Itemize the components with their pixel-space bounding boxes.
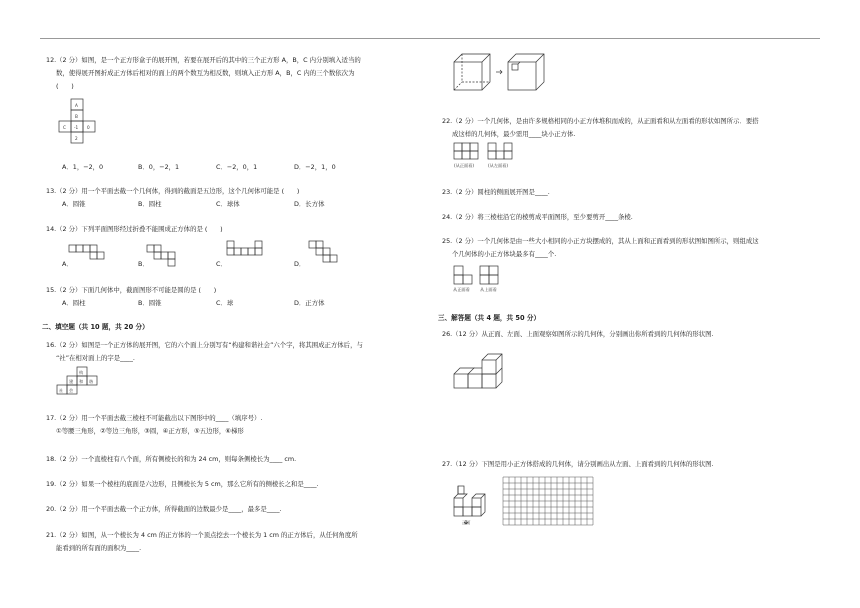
question-19: 19.（2 分）如果一个棱柱的底面是六边形，且侧棱长为 5 cm，那么它所有的侧棱长之和是____. — [46, 480, 319, 488]
q13-option-c[interactable]: C．球体 — [216, 200, 240, 208]
q12-cube-net — [58, 98, 98, 154]
question-20: 20.（2 分）用一个平面去截一个正方体，所得截面的边数最少是____，最多是____. — [46, 505, 282, 513]
q25-caption-front: 从正面看 — [453, 287, 470, 292]
q16-line2: “社”在相对面上的字是____. — [56, 354, 135, 362]
q25-line1: 25.（2 分）一个几何体是由一些大小相同的小正方块摆成的，其从上面和正面看到的形状图如图所示，则组成这 — [442, 237, 759, 245]
q21-line2: 能看到的所有面的面积为____. — [56, 544, 142, 552]
q22-caption-left: (从左面看) — [488, 163, 509, 168]
q14-option-d[interactable]: D． — [294, 260, 306, 268]
net-char: 建 — [69, 379, 74, 384]
q13-text: 13.（2 分）用一个平面去截一个几何体，得到的截面是五边形，这个几何体可能是 ( ) — [46, 187, 300, 195]
q25-line2: 个几何体的小正方体块最多有____个. — [452, 250, 557, 258]
q15-option-b[interactable]: B．圆锥 — [138, 299, 162, 307]
q12-option-a[interactable]: A．1，−2，0 — [62, 163, 104, 171]
q15-option-d[interactable]: D．正方体 — [294, 299, 325, 307]
header-rule — [40, 38, 820, 39]
q22-line2: 成这样的几何体，最少需用____块小正方体. — [452, 130, 576, 138]
q27-text: 27.（12 分）下图是用小正方体搭成的几何体，请分别画出从左面、上面看到的几何体的形状图. — [442, 460, 714, 468]
q14-option-a[interactable]: A． — [62, 260, 73, 268]
q14-option-b[interactable]: B． — [138, 260, 149, 268]
question-24: 24.（2 分）将三棱柱沿它的棱剪成平面图形，至少要剪开____条棱. — [442, 213, 633, 221]
q22-view-figures — [452, 141, 524, 173]
q21-cube-figures — [452, 52, 562, 96]
q22-caption-front: (从正面看) — [454, 163, 475, 168]
q12-option-b[interactable]: B．0，−2，1 — [138, 163, 180, 171]
net-label: 0 — [87, 125, 90, 130]
section-solve-heading: 三、解答题（共 4 题，共 50 分） — [438, 314, 541, 322]
q16-cube-net — [56, 366, 102, 402]
q22-line1: 22.（2 分）一个几何体，是由许多规格相同的小正方体堆积而成的，从正面看和从左面看的形状如图所示．要搭 — [442, 117, 759, 125]
q26-text: 26.（12 分）从正面、左面、上面观察如图所示的几何体，分别画出你所看到的几何体的形状图. — [442, 330, 714, 338]
q12-line3: ( ) — [56, 82, 74, 90]
q27-solid-figure — [452, 480, 496, 526]
net-label: B — [75, 114, 78, 119]
q13-option-d[interactable]: D．长方体 — [294, 200, 325, 208]
net-char: 和 — [79, 379, 84, 384]
net-char: 社 — [59, 388, 64, 393]
q17-line1: 17.（2 分）用一个平面去截三棱柱不可能截出以下图形中的____（填序号）. — [46, 414, 263, 422]
q13-option-b[interactable]: B．圆柱 — [138, 200, 162, 208]
net-label: C — [63, 125, 66, 130]
q14-net-a — [68, 244, 112, 268]
q27-caption-front: 正面 — [462, 520, 471, 525]
q17-line2: ①等腰三角形，②等边三角形，③圆，④正方形，⑤五边形，⑥梯形 — [56, 427, 244, 435]
q14-net-d — [308, 240, 352, 268]
q13-option-a[interactable]: A．圆锥 — [62, 200, 86, 208]
q25-caption-top: 从上面看 — [480, 287, 497, 292]
q12-option-d[interactable]: D．−2，1，0 — [294, 163, 336, 171]
net-char: 会 — [69, 388, 74, 393]
net-label: -1 — [74, 125, 79, 130]
q16-line1: 16.（2 分）如图是一个正方体的展开图，它的六个面上分别写有“构建和谐社会”六个字，将其围成正方体后，与 — [46, 341, 363, 349]
q12-line1: 12.（2 分）如图，是一个正方形盒子的展开图，若要在展开后的其中的三个正方形 A，B，C 内分别填入适当的 — [46, 56, 361, 64]
q26-solid-figure — [450, 344, 510, 394]
net-label: 2 — [75, 136, 78, 141]
q15-option-c[interactable]: C．球 — [216, 299, 234, 307]
q27-grid-paper — [502, 476, 596, 526]
question-18: 18.（2 分）一个直棱柱有八个面，所有侧棱长的和为 24 cm，则每条侧棱长为____ cm. — [46, 455, 297, 463]
net-label: A — [75, 103, 78, 108]
question-23: 23.（2 分）圆柱的侧面展开图是____. — [442, 188, 550, 196]
section-fill-in-heading: 二、填空题（共 10 题，共 20 分） — [42, 323, 149, 331]
q14-option-c[interactable]: C． — [216, 260, 227, 268]
net-char: 谐 — [89, 379, 94, 384]
q15-option-a[interactable]: A．圆柱 — [62, 299, 86, 307]
q12-option-c[interactable]: C．−2，0，1 — [216, 163, 258, 171]
q21-line1: 21.（2 分）如图，从一个棱长为 4 cm 的正方体的一个顶点挖去一个棱长为 1 cm 的正方体后，从任何角度所 — [46, 531, 358, 539]
q14-net-c — [226, 240, 270, 266]
q14-net-b — [146, 244, 190, 268]
q14-text: 14.（2 分）下列平面图形经过折叠不能围成正方体的是 ( ) — [46, 225, 223, 233]
q12-line2: 数，使得展开图折成正方体后相对的面上的两个数互为相反数，则填入正方形 A，B，C 内的三个数依次为 — [56, 69, 355, 77]
q15-text: 15.（2 分）下面几何体中，截面图形不可能是圆的是 ( ) — [46, 286, 217, 294]
net-char: 构 — [79, 370, 84, 375]
q25-view-figures — [452, 264, 512, 296]
